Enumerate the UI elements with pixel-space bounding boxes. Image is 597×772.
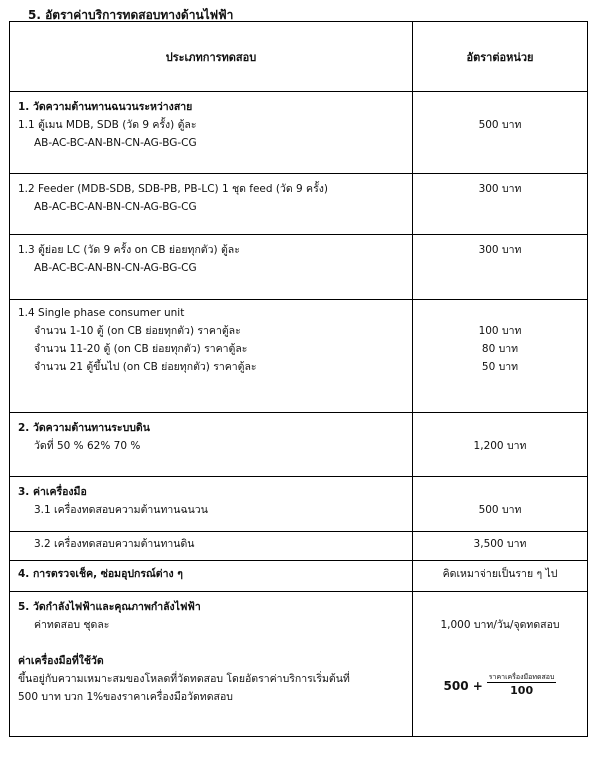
item-rate: 1,200 บาท [473, 440, 527, 452]
item-line: 1.1 ตู้เมน MDB, SDB (วัด 9 ครั้ง) ตู้ละ [18, 119, 197, 131]
item-rate: 300 บาท [478, 244, 522, 256]
table-row [10, 235, 588, 300]
section-heading: 4. การตรวจเช็ค, ซ่อมอุปกรณ์ต่าง ๆ [18, 568, 183, 580]
table-row [10, 92, 588, 174]
section-heading: 1. วัดความต้านทานฉนวนระหว่างสาย [18, 101, 193, 113]
item-phases: AB-AC-BC-AN-BN-CN-AG-BG-CG [34, 201, 197, 213]
table-row [10, 592, 588, 737]
section-heading: 3. ค่าเครื่องมือ [18, 486, 87, 498]
item-line: 1.3 ตู้ย่อย LC (วัด 9 ครั้ง on CB ย่อยทุกตัว) ตู้ละ [18, 244, 240, 256]
table-row [10, 561, 588, 592]
item-rate: 300 บาท [478, 183, 522, 195]
table-header-row [10, 22, 588, 92]
item-line: 1.2 Feeder (MDB-SDB, SDB-PB, PB-LC) 1 ชุด feed (วัด 9 ครั้ง) [18, 183, 328, 195]
section-title: 5. อัตราค่าบริการทดสอบทางด้านไฟฟ้า [28, 8, 234, 22]
item-rate: คิดเหมาจ่ายเป็นราย ๆ ไป [442, 568, 558, 580]
table-row [10, 477, 588, 532]
rates-table [9, 21, 588, 737]
formula-fraction [487, 672, 557, 699]
item-rate: 100 บาท [478, 325, 522, 337]
item-line: 1.4 Single phase consumer unit [18, 307, 185, 319]
table-row [10, 300, 588, 413]
item-rate: 3,500 บาท [473, 538, 527, 550]
header-rate: อัตราต่อหน่วย [413, 22, 588, 92]
formula-denominator: 100 [510, 684, 534, 697]
section-heading: 2. วัดความต้านทานระบบดิน [18, 422, 150, 434]
formula-base: 500 + [443, 678, 483, 693]
tool-heading: ค่าเครื่องมือที่ใช้วัด [18, 655, 104, 667]
item-line: 3.1 เครื่องทดสอบความต้านทานฉนวน [34, 504, 208, 516]
item-rate: 50 บาท [481, 361, 519, 373]
formula-numerator: ราคาเครื่องมือทดสอบ [488, 673, 555, 681]
item-line: ค่าทดสอบ ชุดละ [34, 619, 110, 631]
item-line: วัดที่ 50 % 62% 70 % [34, 440, 141, 452]
table-row [10, 532, 588, 561]
item-rate: 80 บาท [481, 343, 519, 355]
table-row [10, 413, 588, 477]
table-row [10, 174, 588, 235]
item-line: 3.2 เครื่องทดสอบความต้านทานดิน [34, 538, 195, 550]
tool-note: 500 บาท บวก 1%ของราคาเครื่องมือวัดทดสอบ [18, 691, 233, 703]
item-subline: จำนวน 1-10 ตู้ (on CB ย่อยทุกตัว) ราคาตู้ละ [34, 325, 241, 337]
tool-note: ขึ้นอยู่กับความเหมาะสมของโหลดที่วัดทดสอบ โดยอัตราค่าบริการเริ่มต้นที่ [18, 673, 350, 685]
item-phases: AB-AC-BC-AN-BN-CN-AG-BG-CG [34, 137, 197, 149]
rate-formula [413, 672, 587, 699]
item-rate: 500 บาท [478, 504, 522, 516]
item-subline: จำนวน 21 ตู้ขึ้นไป (on CB ย่อยทุกตัว) ราคาตู้ละ [34, 361, 257, 373]
section-heading: 5. วัดกำลังไฟฟ้าและคุณภาพกำลังไฟฟ้า [18, 601, 201, 613]
item-subline: จำนวน 11-20 ตู้ (on CB ย่อยทุกตัว) ราคาตู้ละ [34, 343, 248, 355]
item-phases: AB-AC-BC-AN-BN-CN-AG-BG-CG [34, 262, 197, 274]
item-rate: 500 บาท [478, 119, 522, 131]
item-rate: 1,000 บาท/วัน/จุดทดสอบ [440, 619, 560, 631]
header-type: ประเภทการทดสอบ [10, 22, 413, 92]
